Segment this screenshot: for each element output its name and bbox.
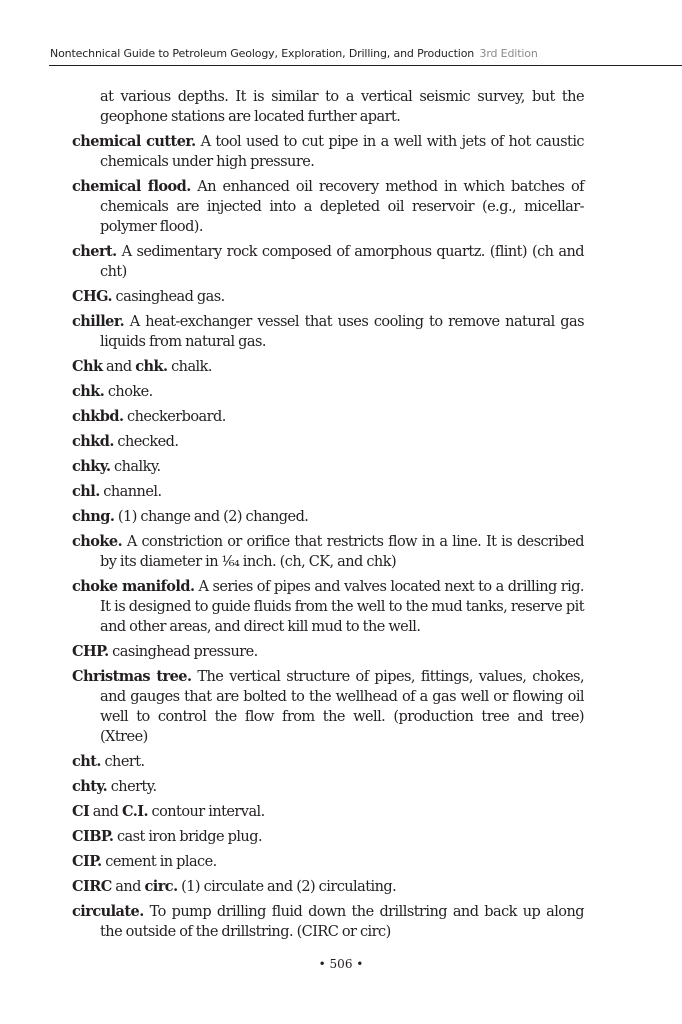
- glossary-entry: [72, 407, 584, 427]
- glossary-entry: [72, 432, 584, 452]
- glossary-entry: [72, 752, 584, 772]
- entry-term: cht.: [72, 753, 101, 770]
- footer-bullet-right: •: [356, 957, 364, 971]
- entry-term: chkbd.: [72, 408, 124, 425]
- entry-term: CIRC: [72, 878, 112, 895]
- entry-term: chng.: [72, 508, 115, 525]
- entry-definition: A tool used to cut pipe in a well with jets of hot caustic chemicals under high pressure.: [100, 134, 584, 170]
- glossary-entry: [72, 357, 584, 377]
- entry-definition: A series of pipes and valves located next to a drilling rig. It is designed to guide fluids from the well to the mud tanks, reserve pit and other areas, and direct kill mud to the well.: [100, 579, 584, 635]
- entry-definition: contour interval.: [151, 804, 265, 820]
- glossary-entries: [72, 132, 584, 942]
- entry-term: CIBP.: [72, 828, 114, 845]
- entry-term-alt: chk.: [135, 358, 168, 375]
- running-header: [50, 47, 640, 60]
- footer-bullet-left: •: [318, 957, 326, 971]
- glossary-entry: [72, 802, 584, 822]
- page-footer: [0, 957, 682, 971]
- glossary-entry: [72, 132, 584, 172]
- entry-definition: (1) circulate and (2) circulating.: [181, 879, 397, 895]
- entry-definition: A sedimentary rock composed of amorphous quartz. (flint) (ch and cht): [100, 244, 584, 280]
- entry-term: chkd.: [72, 433, 114, 450]
- entry-term: choke.: [72, 533, 123, 550]
- entry-term-alt: C.I.: [121, 803, 148, 820]
- entry-definition: A heat-exchanger vessel that uses cooling to remove natural gas liquids from natural gas.: [100, 314, 584, 350]
- glossary-entry: [72, 667, 584, 747]
- glossary-entry: [72, 827, 584, 847]
- entry-term: chert.: [72, 243, 117, 260]
- entry-term: chemical cutter.: [72, 133, 196, 150]
- entry-definition: An enhanced oil recovery method in which batches of chemicals are injected into a depleted oil reservoir (e.g., micellar-polymer flood).: [100, 179, 584, 235]
- entry-term: CHP.: [72, 643, 109, 660]
- glossary-entry: [72, 482, 584, 502]
- glossary-entry: [72, 312, 584, 352]
- glossary-entry: [72, 777, 584, 797]
- entry-term: chiller.: [72, 313, 125, 330]
- glossary-entry: [72, 382, 584, 402]
- entry-definition: cement in place.: [105, 854, 217, 870]
- glossary-body: [72, 87, 584, 947]
- entry-definition: checkerboard.: [127, 409, 226, 425]
- continued-definition: at various depths. It is similar to a vertical seismic survey, but the geophone stations are located further apart.: [100, 89, 584, 125]
- glossary-entry: [72, 242, 584, 282]
- entry-joiner: and: [92, 804, 119, 820]
- entry-definition: choke.: [107, 384, 153, 400]
- entry-term: Chk: [72, 358, 103, 375]
- entry-term: CIP.: [72, 853, 102, 870]
- glossary-entry: [72, 642, 584, 662]
- glossary-entry: [72, 507, 584, 527]
- glossary-entry: [72, 532, 584, 572]
- entry-definition: casinghead gas.: [115, 289, 225, 305]
- entry-term: choke manifold.: [72, 578, 195, 595]
- glossary-entry: [72, 852, 584, 872]
- entry-definition: casinghead pressure.: [112, 644, 258, 660]
- glossary-entry: [72, 577, 584, 637]
- entry-definition: checked.: [117, 434, 179, 450]
- edition-label: 3rd Edition: [479, 47, 538, 60]
- entry-joiner: and: [106, 359, 132, 375]
- entry-definition: chert.: [104, 754, 145, 770]
- glossary-entry: [72, 457, 584, 477]
- entry-term: Christmas tree.: [72, 668, 192, 685]
- glossary-entry: [72, 877, 584, 897]
- entry-term: CI: [72, 803, 90, 820]
- entry-definition: The vertical structure of pipes, fittings, values, chokes, and gauges that are bolted to the wellhead of a gas well or flowing oil well to control the flow from the well. (production tree and tree) (Xtree): [100, 669, 585, 745]
- entry-definition: channel.: [103, 484, 162, 500]
- entry-definition: chalky.: [114, 459, 161, 475]
- entry-joiner: and: [115, 879, 141, 895]
- entry-definition: To pump drilling fluid down the drillstring and back up along the outside of the drillstring. (CIRC or circ): [100, 904, 585, 940]
- entry-definition: A constriction or orifice that restricts flow in a line. It is described by its diameter in ¹⁄₆₄ inch. (ch, CK, and chk): [100, 534, 585, 570]
- entry-term: chty.: [72, 778, 108, 795]
- glossary-entry: [72, 902, 584, 942]
- page-number: 506: [329, 957, 353, 971]
- entry-term: circulate.: [72, 903, 144, 920]
- glossary-entry: [72, 287, 584, 307]
- entry-term-alt: circ.: [144, 878, 178, 895]
- entry-term: chemical flood.: [72, 178, 191, 195]
- entry-term: chl.: [72, 483, 100, 500]
- entry-term: chky.: [72, 458, 111, 475]
- entry-definition: cherty.: [110, 779, 157, 795]
- entry-definition: chalk.: [171, 359, 212, 375]
- header-rule: [49, 65, 682, 66]
- entry-term: CHG.: [72, 288, 112, 305]
- entry-term: chk.: [72, 383, 105, 400]
- entry-definition: cast iron bridge plug.: [116, 829, 262, 845]
- entry-definition: (1) change and (2) changed.: [117, 509, 309, 525]
- book-title: Nontechnical Guide to Petroleum Geology, Exploration, Drilling, and Production: [50, 47, 475, 60]
- glossary-entry: [72, 177, 584, 237]
